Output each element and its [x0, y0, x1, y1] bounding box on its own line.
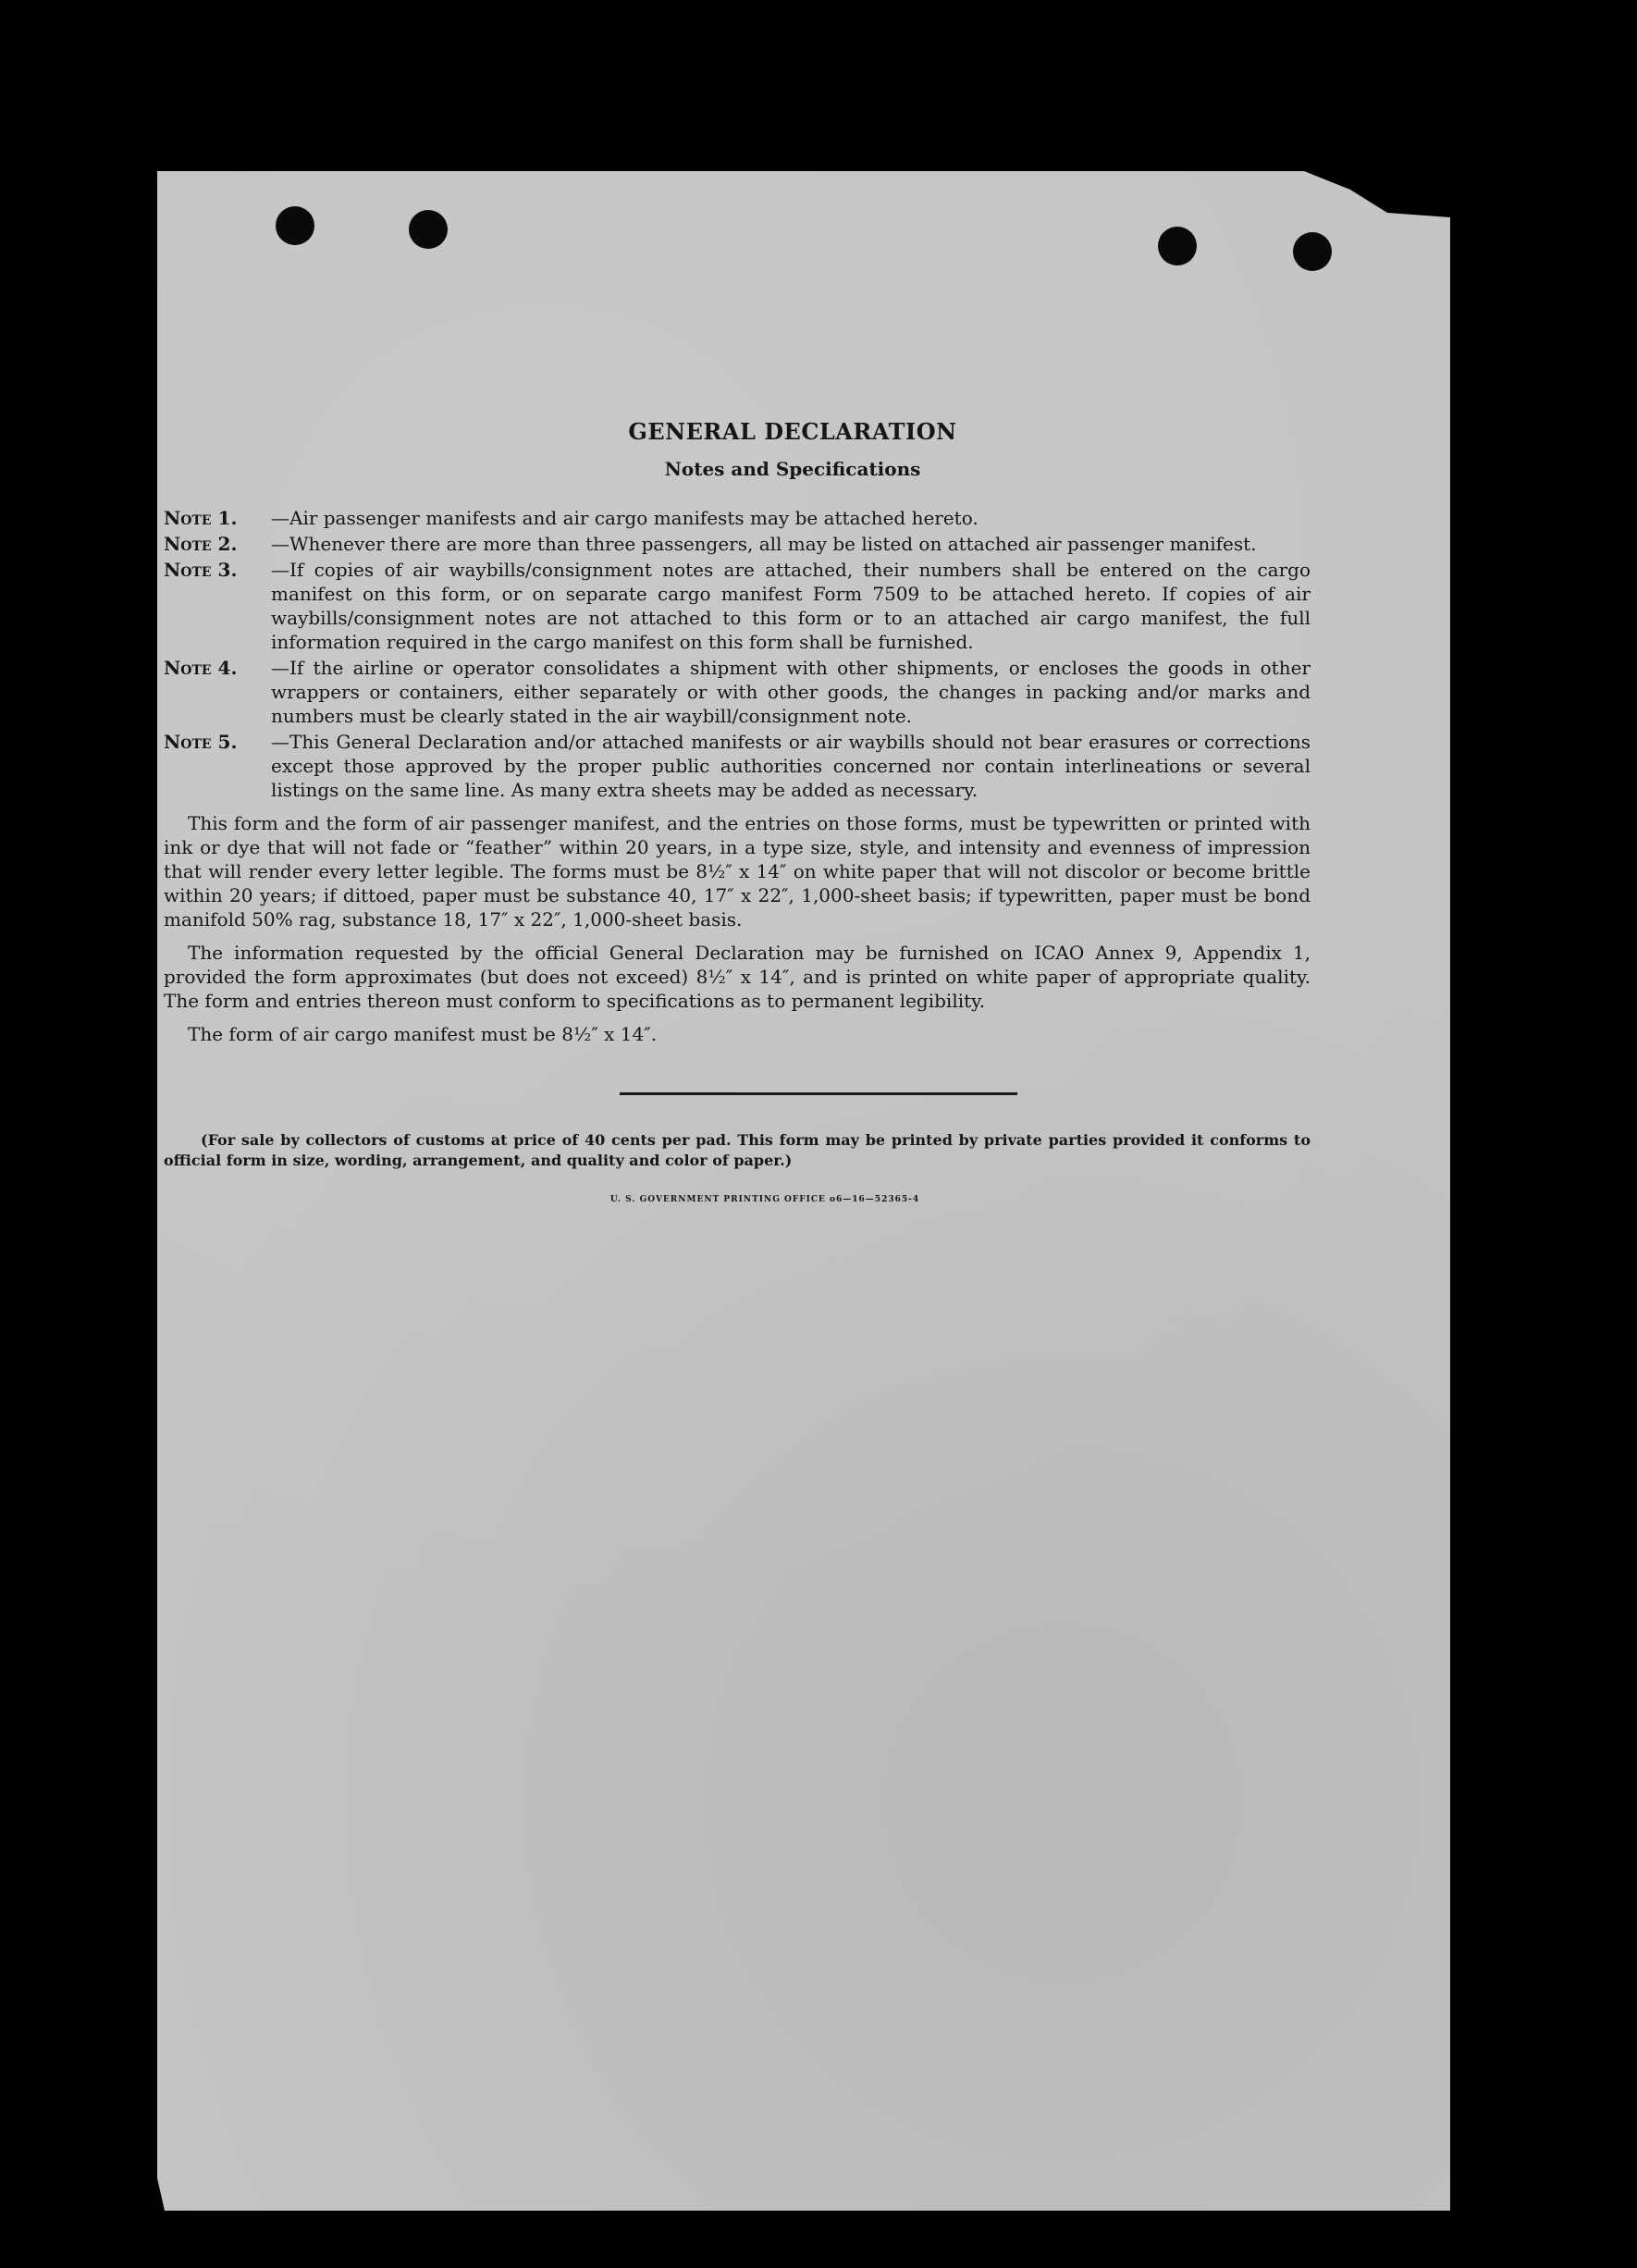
punch-hole — [276, 206, 314, 245]
note-text: —Air passenger manifests and air cargo manifests may be attached hereto. — [271, 507, 979, 529]
note-text: —This General Declaration and/or attached manifests or air waybills should not bear erasures or corrections except those approved by the proper public authorities concerned nor contain interlineations or several listings on the same line. As many extra sheets may be added as necessary. — [271, 731, 1311, 801]
sale-note: (For sale by collectors of customs at price of 40 cents per pad. This form may be printed by private parties provided it conforms to official form in size, wording, arrangement, and quality and color of paper.) — [164, 1131, 1311, 1169]
notes-list — [164, 506, 1311, 802]
note-item — [164, 558, 1311, 654]
note-label: Note 5. — [164, 731, 238, 753]
divider — [620, 1092, 1017, 1095]
note-label: Note 3. — [164, 559, 238, 581]
form-specification-paragraph: This form and the form of air passenger manifest, and the entries on those forms, must be typewritten or printed with ink or dye that will not fade or “feather” within 20 years, in a type size, style, and intensity and evenness of impression that will render every letter legible. The forms must be 8½″ x 14″ on white paper that will not discolor or become brittle within 20 years; if dittoed, paper must be substance 40, 17″ x 22″, 1,000-sheet basis; if typewritten, paper must be bond manifold 50% rag, substance 18, 17″ x 22″, 1,000-sheet basis. — [164, 812, 1311, 931]
note-text: —If copies of air waybills/consignment notes are attached, their numbers shall be entered on the cargo manifest on this form, or on separate cargo manifest Form 7509 to be attached hereto. If copies of air waybills/consignment notes are not attached to this form or to an attached air cargo manifest, the full information required in the cargo manifest on this form shall be furnished. — [271, 559, 1311, 653]
note-text: —Whenever there are more than three passengers, all may be listed on attached air passenger manifest. — [271, 533, 1257, 555]
icao-paragraph: The information requested by the official General Declaration may be furnished on ICAO Annex 9, Appendix 1, provided the form approximates (but does not exceed) 8½″ x 14″, and is printed on white paper of appropriate quality. The form and entries thereon must conform to specifications as to permanent legibility. — [164, 942, 1311, 1012]
punch-hole — [1158, 227, 1197, 265]
declaration-notes — [164, 418, 1311, 1204]
page-title: GENERAL DECLARATION — [628, 418, 957, 445]
cargo-manifest-size-paragraph: The form of air cargo manifest must be 8½″ x 14″. — [188, 1023, 658, 1045]
note-item — [164, 730, 1311, 802]
punch-hole — [1293, 232, 1332, 271]
page-subtitle: Notes and Specifications — [664, 458, 921, 480]
note-label: Note 1. — [164, 507, 238, 529]
note-item — [164, 506, 1311, 530]
note-label: Note 2. — [164, 533, 238, 555]
note-item — [164, 656, 1311, 728]
note-item — [164, 532, 1311, 556]
punch-hole — [409, 210, 448, 249]
printer-line: U. S. GOVERNMENT PRINTING OFFICE o6—16—52365-4 — [609, 1195, 920, 1204]
note-text: —If the airline or operator consolidates a shipment with other shipments, or encloses the goods in other wrappers or containers, either separately or with other goods, the changes in packing and/or marks and numbers must be clearly stated in the air waybill/consignment note. — [271, 657, 1311, 727]
note-label: Note 4. — [164, 657, 238, 679]
